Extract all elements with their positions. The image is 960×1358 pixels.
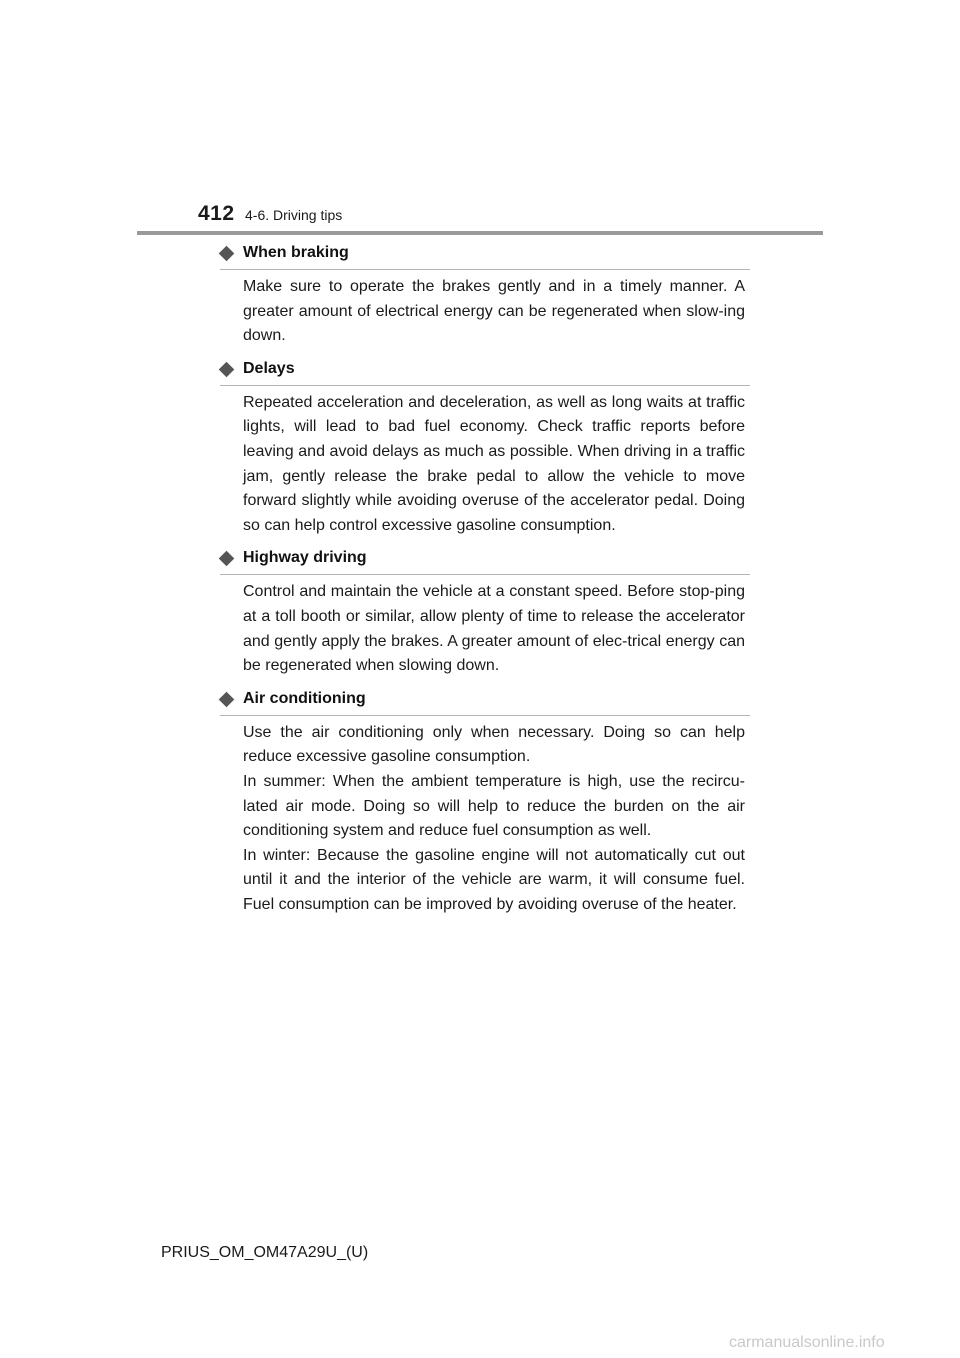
section-heading	[220, 360, 750, 386]
section-body	[243, 275, 745, 349]
diamond-bullet-icon	[219, 691, 235, 707]
page-header	[0, 0, 960, 240]
section-label: 4-6. Driving tips	[245, 207, 343, 223]
page-number: 412	[198, 202, 235, 225]
section-body	[243, 580, 745, 678]
watermark: carmanualsonline.info	[729, 1334, 885, 1351]
diamond-bullet-icon	[219, 246, 235, 262]
content	[220, 244, 750, 928]
paragraph: Repeated acceleration and deceleration, as well as long waits at traffic lights, will lead to bad fuel economy. Check traffic reports before leaving and avoid delays as much as possible. When driving in a traffic jam, gently release the brake pedal to allow the vehicle to move forward slightly while avoiding overuse of the accelerator pedal. Doing so can help control excessive gasoline consumption.	[243, 393, 745, 534]
paragraph: Make sure to operate the brakes gently and in a timely manner. A greater amount of electrical energy can be regenerated when slow-ing down.	[243, 278, 745, 345]
header-divider	[137, 231, 823, 235]
section-air-conditioning	[220, 690, 750, 918]
section-delays	[220, 360, 750, 539]
diamond-bullet-icon	[219, 362, 235, 378]
section-title: Air conditioning	[243, 689, 366, 707]
section-heading	[220, 690, 750, 716]
paragraph: Control and maintain the vehicle at a constant speed. Before stop-ping at a toll booth or similar, allow plenty of time to release the accelerator and gently apply the brakes. A greater amount of elec-trical energy can be regenerated when slowing down.	[243, 583, 745, 675]
diamond-bullet-icon	[219, 551, 235, 567]
section-body	[243, 721, 745, 918]
section-heading	[220, 549, 750, 575]
section-title: Delays	[243, 359, 295, 377]
section-title: When braking	[243, 244, 349, 261]
section-heading	[220, 244, 750, 270]
section-body	[243, 391, 745, 539]
document-code: PRIUS_OM_OM47A29U_(U)	[161, 1244, 369, 1261]
section-when-braking	[220, 244, 750, 349]
paragraph: In summer: When the ambient temperature is high, use the recircu-lated air mode. Doing so will help to reduce the burden on the air conditioning system and reduce fuel consumption as well.	[243, 772, 745, 840]
paragraph: Use the air conditioning only when necessary. Doing so can help reduce excessive gasoline consumption.	[243, 723, 745, 766]
paragraph: In winter: Because the gasoline engine will not automatically cut out until it and the interior of the vehicle are warm, it will consume fuel. Fuel consumption can be improved by avoiding overuse of the heater.	[243, 846, 745, 913]
section-highway-driving	[220, 549, 750, 678]
section-title: Highway driving	[243, 549, 367, 567]
